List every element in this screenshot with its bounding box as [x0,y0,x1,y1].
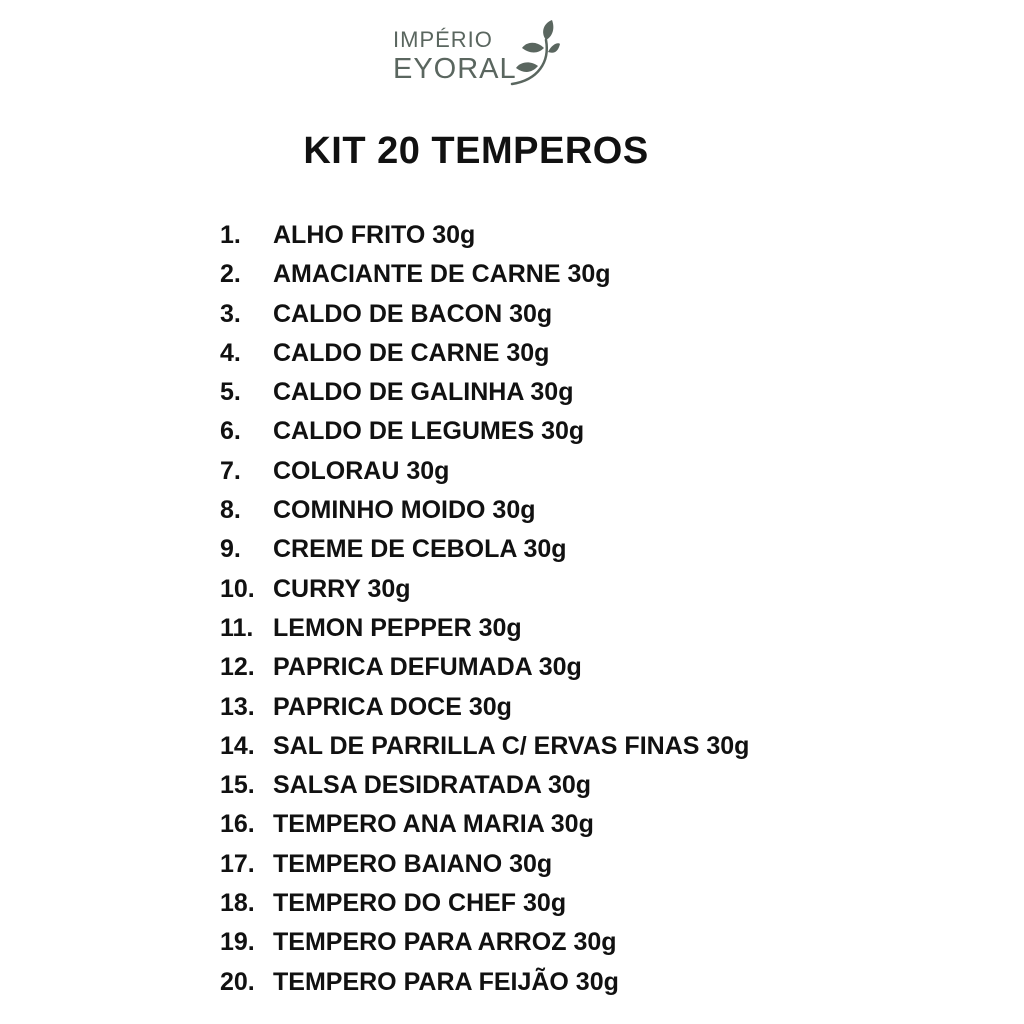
item-number: 6. [220,417,241,446]
list-item [220,766,749,805]
item-text: AMACIANTE DE CARNE 30g [273,260,611,289]
brand-logo [390,18,560,93]
item-number: 15. [220,771,255,800]
item-text: TEMPERO DO CHEF 30g [273,889,567,918]
list-item [220,648,749,687]
item-number: 9. [220,535,241,564]
list-item [220,963,749,1002]
item-text: CREME DE CEBOLA 30g [273,535,567,564]
list-item [220,412,749,451]
list-item [220,373,749,412]
list-item [220,884,749,923]
item-number: 11. [220,613,254,642]
list-item [220,295,749,334]
spice-list [220,216,749,1002]
item-text: CALDO DE CARNE 30g [273,338,550,367]
item-text: LEMON PEPPER 30g [273,613,522,642]
item-text: CALDO DE LEGUMES 30g [273,417,585,446]
logo-text-line1: IMPÉRIO [393,27,493,52]
item-number: 3. [220,299,241,328]
leaf-icon [498,18,560,90]
item-number: 13. [220,692,255,721]
item-text: ALHO FRITO 30g [273,221,476,249]
item-text: SALSA DESIDRATADA 30g [273,771,592,800]
item-number: 1. [220,221,241,249]
list-item [220,805,749,844]
item-text: SAL DE PARRILLA C/ ERVAS FINAS 30g [273,731,750,760]
list-item [220,334,749,373]
item-number: 17. [220,849,255,878]
item-number: 20. [220,967,255,996]
item-text: PAPRICA DEFUMADA 30g [273,653,582,682]
item-number: 8. [220,496,241,525]
item-text: COMINHO MOIDO 30g [273,496,536,525]
item-number: 5. [220,378,241,407]
list-item [220,923,749,962]
page-title: KIT 20 TEMPEROS [303,130,649,172]
list-item [220,530,749,569]
item-number: 10. [220,574,255,603]
item-number: 14. [220,731,255,760]
list-item [220,727,749,766]
list-item [220,216,749,255]
list-item [220,688,749,727]
item-number: 18. [220,889,255,918]
item-number: 7. [220,456,241,485]
item-text: TEMPERO ANA MARIA 30g [273,810,594,839]
item-text: CURRY 30g [273,574,411,603]
item-text: COLORAU 30g [273,456,450,485]
list-item [220,609,749,648]
item-text: CALDO DE GALINHA 30g [273,378,574,407]
list-item [220,845,749,884]
item-number: 4. [220,338,241,367]
list-item [220,255,749,294]
item-text: TEMPERO BAIANO 30g [273,849,553,878]
list-item [220,452,749,491]
item-text: PAPRICA DOCE 30g [273,692,512,721]
item-text: TEMPERO PARA ARROZ 30g [273,928,617,957]
list-item [220,491,749,530]
item-number: 19. [220,928,255,957]
list-item [220,570,749,609]
logo-text-line2: EYORAL [393,53,517,85]
item-text: CALDO DE BACON 30g [273,299,553,328]
item-number: 16. [220,810,255,839]
item-number: 12. [220,653,255,682]
item-number: 2. [220,260,241,289]
item-text: TEMPERO PARA FEIJÃO 30g [273,967,619,996]
